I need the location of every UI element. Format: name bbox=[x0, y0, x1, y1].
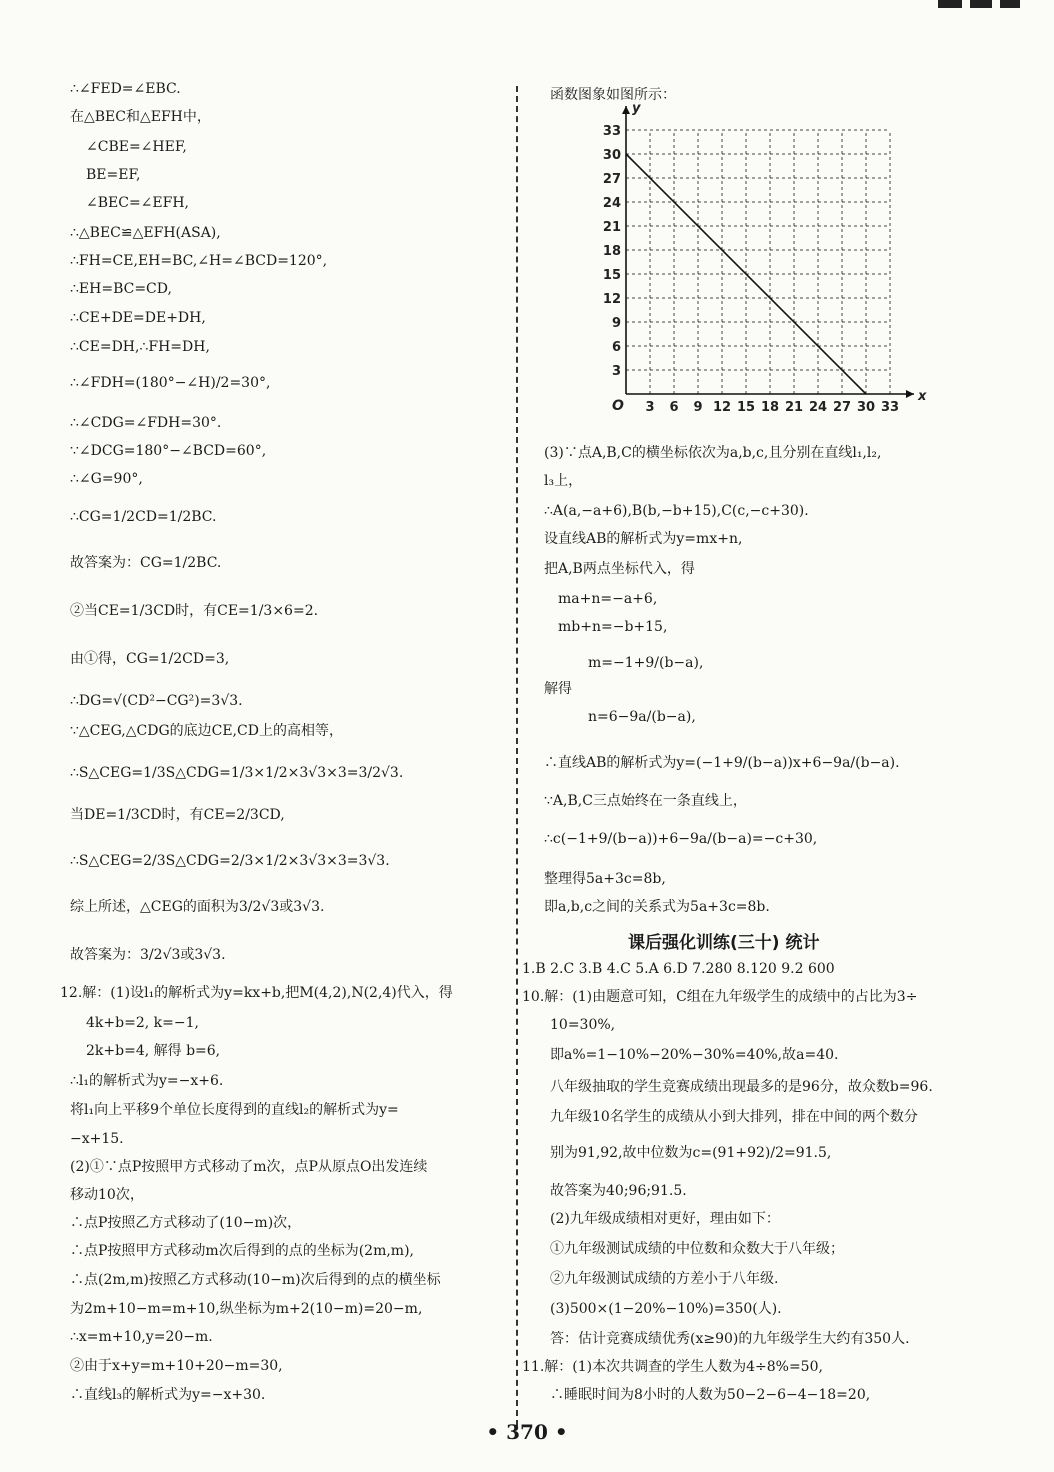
x-tick-label: 12 bbox=[712, 400, 732, 415]
text-line: ∴x=m+10,y=20−m. bbox=[70, 1329, 213, 1345]
text-line: 即a%=1−10%−20%−30%=40%,故a=40. bbox=[550, 1047, 839, 1063]
y-axis-label: y bbox=[632, 101, 641, 116]
text-line: ∠CBE=∠HEF, bbox=[86, 139, 187, 155]
x-tick-label: 6 bbox=[669, 400, 679, 415]
text-line: ∴∠G=90°, bbox=[70, 471, 143, 487]
text-line: 九年级10名学生的成绩从小到大排列，排在中间的两个数分 bbox=[550, 1109, 918, 1125]
x-axis-label: x bbox=[918, 389, 927, 404]
text-line: (2)①∵点P按照甲方式移动了m次，点P从原点O出发连续 bbox=[70, 1159, 428, 1175]
x-tick-label: 9 bbox=[693, 400, 703, 415]
text-line: ∴FH=CE,EH=BC,∠H=∠BCD=120°, bbox=[70, 253, 328, 269]
text-line: −x+15. bbox=[70, 1131, 124, 1147]
y-tick-label: 30 bbox=[602, 148, 621, 163]
y-tick-label: 3 bbox=[611, 364, 621, 379]
text-line: ∴CG=1/2CD=1/2BC. bbox=[70, 509, 217, 525]
text-line: ∴直线l₃的解析式为y=−x+30. bbox=[70, 1387, 266, 1403]
text-line: 故答案为：3/2√3或3√3. bbox=[70, 947, 226, 963]
text-line: 别为91,92,故中位数为c=(91+92)/2=91.5, bbox=[550, 1145, 832, 1161]
text-line: ∵A,B,C三点始终在一条直线上， bbox=[544, 793, 747, 809]
text-line: ①九年级测试成绩的中位数和众数大于八年级； bbox=[550, 1241, 844, 1257]
text-line: (3)500×(1−20%−10%)=350(人). bbox=[550, 1301, 782, 1317]
text-line: ∴CE=DH,∴FH=DH, bbox=[70, 339, 210, 355]
text-line: 4k+b=2, k=−1, bbox=[86, 1015, 199, 1031]
text-line: 设直线AB的解析式为y=mx+n, bbox=[544, 531, 743, 547]
text-line: ∴S△CEG=2/3S△CDG=2/3×1/2×3√3×3=3√3. bbox=[70, 853, 390, 869]
y-tick-label: 21 bbox=[602, 220, 621, 235]
text-line: 在△BEC和△EFH中， bbox=[70, 109, 211, 125]
x-tick-label: 21 bbox=[784, 400, 804, 415]
top-corner-mark bbox=[938, 0, 1020, 8]
text-line: ∴EH=BC=CD, bbox=[70, 281, 172, 297]
text-line: ma+n=−a+6, bbox=[558, 591, 658, 607]
function-graph bbox=[588, 101, 927, 424]
text-line: 即a,b,c之间的关系式为5a+3c=8b. bbox=[544, 899, 770, 915]
text-line: n=6−9a/(b−a), bbox=[588, 709, 696, 725]
y-axis-arrow bbox=[622, 106, 630, 114]
text-line: 12.解：(1)设l₁的解析式为y=kx+b,把M(4,2),N(2,4)代入，得 bbox=[60, 985, 453, 1001]
x-tick-label: 30 bbox=[856, 400, 876, 415]
text-line: ∠BEC=∠EFH, bbox=[86, 195, 190, 211]
text-line: 整理得5a+3c=8b, bbox=[544, 871, 666, 887]
text-line: ∴△BEC≌△EFH(ASA), bbox=[70, 225, 221, 241]
text-line: 10=30%, bbox=[550, 1017, 616, 1033]
text-line: (3)∵点A,B,C的横坐标依次为a,b,c,且分别在直线l₁,l₂, bbox=[544, 445, 882, 461]
text-line: 综上所述，△CEG的面积为3/2√3或3√3. bbox=[70, 899, 325, 915]
text-line: ∴点(2m,m)按照乙方式移动(10−m)次后得到的点的横坐标 bbox=[70, 1272, 441, 1288]
text-line: ∴直线AB的解析式为y=(−1+9/(b−a))x+6−9a/(b−a). bbox=[544, 755, 900, 771]
text-line: 为2m+10−m=m+10,纵坐标为m+2(10−m)=20−m, bbox=[70, 1301, 423, 1317]
x-tick-label: 3 bbox=[645, 400, 655, 415]
text-line: ∵∠DCG=180°−∠BCD=60°, bbox=[70, 443, 267, 459]
text-line: ∴DG=√(CD²−CG²)=3√3. bbox=[70, 693, 243, 709]
text-line: 把A,B两点坐标代入，得 bbox=[544, 561, 695, 577]
x-tick-label: 15 bbox=[736, 400, 756, 415]
y-tick-label: 24 bbox=[602, 196, 621, 211]
text-line: 函数图象如图所示： bbox=[550, 87, 676, 103]
x-tick-label: 18 bbox=[760, 400, 780, 415]
x-tick-label: 24 bbox=[808, 400, 828, 415]
text-line: 答：估计竞赛成绩优秀(x≥90)的九年级学生大约有350人. bbox=[550, 1331, 910, 1347]
text-line: ∴CE+DE=DE+DH, bbox=[70, 310, 206, 326]
text-line: 由①得，CG=1/2CD=3, bbox=[70, 651, 230, 667]
text-line: ∴点P按照乙方式移动了(10−m)次， bbox=[70, 1215, 302, 1231]
y-tick-label: 18 bbox=[602, 244, 621, 259]
page-number: • 370 • bbox=[486, 1420, 568, 1444]
text-line: ∵△CEG,△CDG的底边CE,CD上的高相等， bbox=[70, 723, 343, 739]
text-line: m=−1+9/(b−a), bbox=[588, 655, 704, 671]
text-line: 当DE=1/3CD时，有CE=2/3CD, bbox=[70, 807, 285, 823]
y-tick-label: 33 bbox=[602, 124, 621, 139]
x-tick-label: 33 bbox=[880, 400, 900, 415]
text-line: ②由于x+y=m+10+20−m=30, bbox=[70, 1358, 283, 1374]
text-line: ∴S△CEG=1/3S△CDG=1/3×1/2×3√3×3=3/2√3. bbox=[70, 765, 404, 781]
y-tick-label: 9 bbox=[611, 316, 621, 331]
x-tick-label: 27 bbox=[832, 400, 852, 415]
y-tick-label: 15 bbox=[602, 268, 621, 283]
text-line: ∴点P按照甲方式移动m次后得到的点的坐标为(2m,m), bbox=[70, 1243, 414, 1259]
y-tick-label: 27 bbox=[602, 172, 621, 187]
text-line: l₃上， bbox=[544, 473, 583, 489]
text-line: BE=EF, bbox=[86, 167, 141, 183]
text-line: mb+n=−b+15, bbox=[558, 619, 668, 635]
origin-label: O bbox=[612, 398, 624, 414]
text-line: 八年级抽取的学生竞赛成绩出现最多的是96分，故众数b=96. bbox=[550, 1079, 933, 1095]
text-line: ∴c(−1+9/(b−a))+6−9a/(b−a)=−c+30, bbox=[544, 831, 818, 847]
text-line: (2)九年级成绩相对更好，理由如下： bbox=[550, 1211, 780, 1227]
text-line: ②九年级测试成绩的方差小于八年级. bbox=[550, 1271, 779, 1287]
text-line: ②当CE=1/3CD时，有CE=1/3×6=2. bbox=[70, 603, 319, 619]
text-line: 将l₁向上平移9个单位长度得到的直线l₂的解析式为y= bbox=[70, 1102, 399, 1118]
text-line: 2k+b=4, 解得 b=6, bbox=[86, 1043, 221, 1059]
x-axis-arrow bbox=[906, 390, 914, 398]
text-line: ∴l₁的解析式为y=−x+6. bbox=[70, 1073, 224, 1089]
text-line: ∴∠FDH=(180°−∠H)/2=30°, bbox=[70, 375, 271, 391]
y-tick-label: 12 bbox=[602, 292, 621, 307]
text-line: 解得 bbox=[544, 681, 572, 697]
answers-line: 1.B 2.C 3.B 4.C 5.A 6.D 7.280 8.120 9.2 600 bbox=[522, 961, 835, 977]
text-line: 10.解：(1)由题意可知，C组在九年级学生的成绩中的占比为3÷ bbox=[522, 989, 918, 1005]
text-line: ∴∠FED=∠EBC. bbox=[70, 81, 181, 97]
text-line: 故答案为：CG=1/2BC. bbox=[70, 555, 222, 571]
text-line: ∴A(a,−a+6),B(b,−b+15),C(c,−c+30). bbox=[544, 503, 809, 519]
y-tick-label: 6 bbox=[611, 340, 621, 355]
column-divider bbox=[516, 86, 518, 1426]
text-line: 11.解：(1)本次共调查的学生人数为4÷8%=50, bbox=[522, 1359, 823, 1375]
text-line: ∴睡眠时间为8小时的人数为50−2−6−4−18=20, bbox=[550, 1387, 871, 1403]
section-heading: 课后强化训练(三十) 统计 bbox=[628, 933, 820, 953]
text-line: 故答案为40;96;91.5. bbox=[550, 1183, 687, 1199]
text-line: ∴∠CDG=∠FDH=30°. bbox=[70, 415, 222, 431]
text-line: 移动10次， bbox=[70, 1187, 144, 1203]
